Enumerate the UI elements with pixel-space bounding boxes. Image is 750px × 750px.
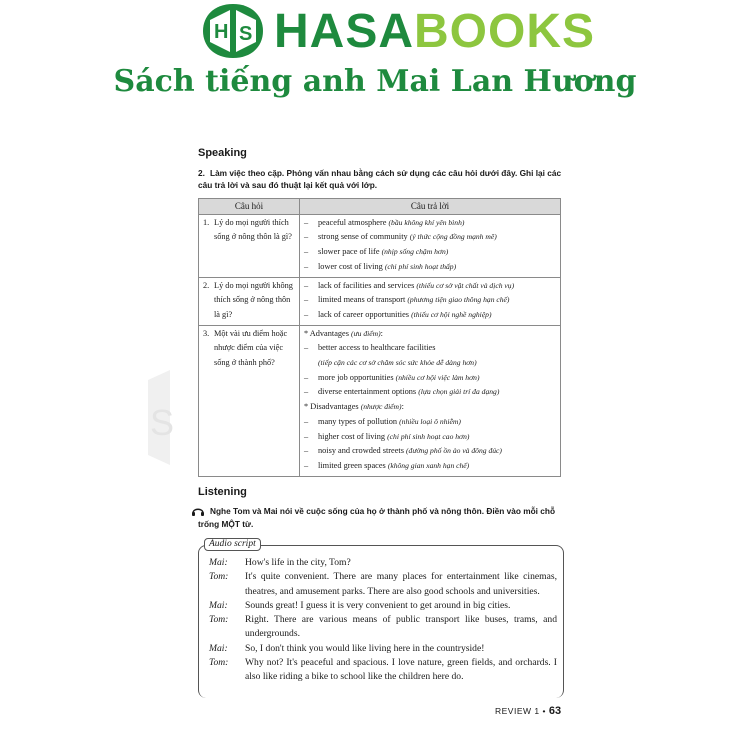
instruction-text: Làm việc theo cặp. Phỏng vấn nhau bằng cách sử dụng các câu hỏi dưới đây. Ghi lại các câu trả lời và sau đó thuật lại kết quả với lớp.: [198, 168, 562, 190]
footer-section: REVIEW 1: [495, 706, 540, 716]
question-cell: 3. Một vài ưu điểm hoặc nhược điểm của việc sống ở thành phố?: [199, 325, 300, 476]
dialogue-line: [209, 642, 557, 656]
answer-item: – more job opportunities (nhiều cơ hội việc làm hơn): [304, 372, 480, 382]
brand-subtitle: Sách tiếng anh Mai Lan Hương: [113, 64, 637, 99]
speaker: Tom:: [209, 614, 229, 626]
answer-cell: [300, 214, 561, 277]
answer-cell: [300, 277, 561, 325]
question-text: Lý do mọi người không thích sống ở nông thôn là gì?: [214, 280, 293, 319]
dialogue-line: [209, 570, 557, 599]
dialogue-line: [209, 656, 557, 685]
answer-cell: [300, 325, 561, 476]
listening-heading: Listening: [198, 486, 247, 498]
question-cell: 1. Lý do mọi người thích sống ở nông thôn là gì?: [199, 214, 300, 277]
dialogue-line: [209, 599, 557, 613]
svg-text:S: S: [150, 402, 175, 443]
utterance: Why not? It's peaceful and spacious. I love nature, green fields, and orchards. I also like riding a bike to school like the children here do.: [245, 657, 557, 683]
page-number: 63: [548, 705, 562, 717]
brand-wordmark: HASABOOKS: [274, 5, 596, 58]
disadvantages-heading: * Disadvantages (nhược điểm):: [304, 402, 404, 412]
speaker: Tom:: [209, 571, 229, 583]
table-row: [199, 277, 561, 325]
answer-item: – many types of pollution (nhiều loại ô nhiễm): [304, 416, 461, 426]
qa-table: [198, 198, 561, 477]
answer-translation: (tiếp cận các cơ sở chăm sóc sức khỏe dễ dàng hơn): [318, 358, 477, 368]
question-text: Một vài ưu điểm hoặc nhược điểm của việc sống ở thành phố?: [214, 328, 288, 368]
answer-item: – higher cost of living (chi phí sinh hoạt cao hơn): [304, 431, 470, 441]
header-answer: Câu trả lời: [300, 199, 561, 215]
speaker: Mai:: [209, 642, 228, 654]
answer-item: – lack of facilities and services (thiếu cơ sở vật chất và dịch vụ): [304, 280, 515, 290]
answer-item: – lack of career opportunities (thiếu cơ hội nghề nghiệp): [304, 309, 492, 319]
watermark-logo-icon: [140, 370, 180, 470]
table-row: [199, 214, 561, 277]
speaker: Mai:: [209, 557, 228, 568]
answer-item: – diverse entertainment options (lựa chọn giải trí đa dạng): [304, 387, 500, 397]
svg-text:S: S: [239, 23, 253, 45]
speaking-heading: Speaking: [198, 147, 247, 159]
speaking-instruction: [198, 167, 568, 191]
table-row: [199, 325, 561, 476]
question-text: Lý do mọi người thích sống ở nông thôn là gì?: [214, 217, 292, 242]
footer-bullet: •: [542, 706, 546, 716]
answer-item: – strong sense of community (ý thức cộng đồng mạnh mẽ): [304, 232, 497, 242]
page-footer: [495, 705, 561, 717]
dialogue-line: [209, 613, 557, 642]
speaker: Tom:: [209, 657, 229, 669]
answer-item: – better access to healthcare facilities: [304, 343, 436, 353]
utterance: How's life in the city, Tom?: [245, 557, 351, 568]
answer-item: – lower cost of living (chi phí sinh hoạt thấp): [304, 261, 457, 271]
answer-item: – limited means of transport (phương tiện giao thông hạn chế): [304, 295, 510, 305]
table-header-row: [199, 199, 561, 215]
utterance: So, I don't think you would like living here in the countryside!: [245, 642, 485, 654]
audio-script-label: Audio script: [204, 538, 261, 551]
dialogue-line: [209, 556, 557, 570]
question-cell: 2. Lý do mọi người không thích sống ở nông thôn là gì?: [199, 277, 300, 325]
svg-text:H: H: [214, 21, 229, 43]
listening-instruction: Nghe Tom và Mai nói về cuộc sống của họ ở thành phố và nông thôn. Điền vào mỗi chỗ trống MỘT từ.: [198, 506, 556, 529]
utterance: It's quite convenient. There are many places for entertainment like cinemas, theatres, and amusement parks. There are also good schools and universities.: [245, 571, 557, 597]
header-question: Câu hỏi: [199, 199, 300, 215]
utterance: Sounds great! I guess it is very convenient to get around in big cities.: [245, 599, 511, 611]
speaker: Mai:: [209, 599, 228, 611]
answer-item: – peaceful atmosphere (bầu không khí yên bình): [304, 217, 465, 227]
answer-item: – limited green spaces (không gian xanh hạn chế): [304, 460, 470, 470]
advantages-heading: * Advantages (ưu điểm):: [304, 328, 383, 338]
audio-dialogue: [209, 556, 557, 685]
answer-item: – noisy and crowded streets (đường phố ồn ào và đông đúc): [304, 446, 502, 456]
hasabooks-logo-icon: [200, 2, 266, 60]
utterance: Right. There are various means of public transport like buses, trams, and undergrounds.: [245, 614, 557, 640]
instruction-number: 2.: [198, 168, 205, 178]
answer-item: – slower pace of life (nhịp sống chậm hơn): [304, 247, 449, 257]
